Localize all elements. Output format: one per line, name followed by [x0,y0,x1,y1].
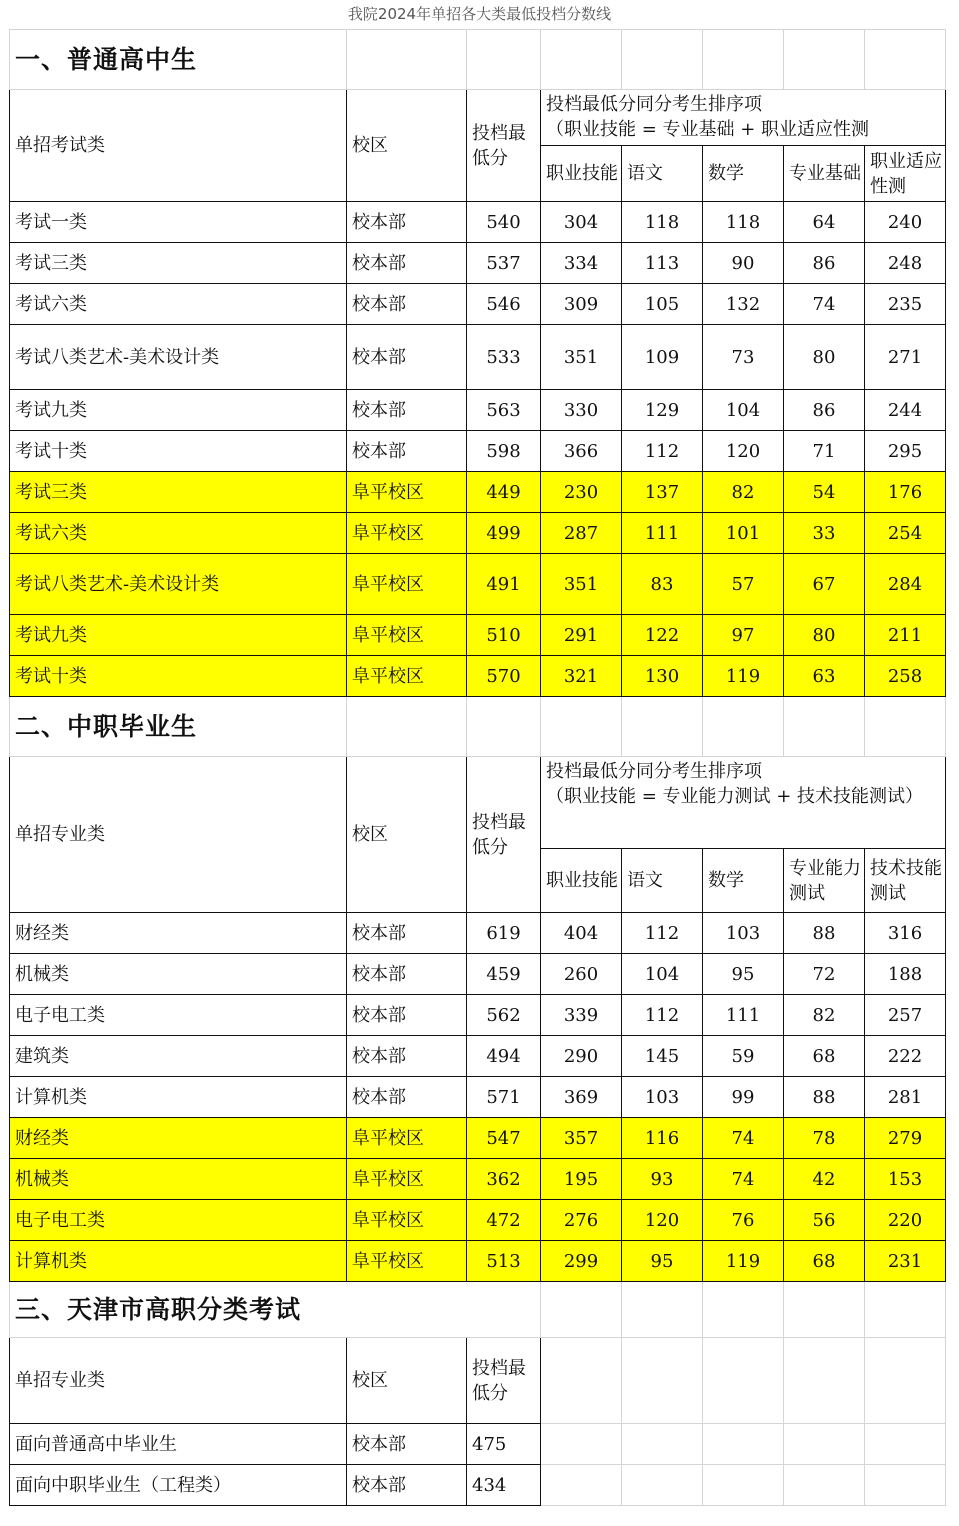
empty-cell [622,1338,703,1424]
score-cell: 101 [703,513,784,554]
empty-cell [865,1465,946,1506]
campus-cell: 校本部 [347,390,467,431]
score-cell: 113 [622,243,703,284]
score-cell: 116 [622,1118,703,1159]
score-cell: 475 [467,1424,541,1465]
column-subheader: 专业能力测试 [784,849,865,913]
category-cell: 计算机类 [10,1241,347,1282]
empty-cell [622,1424,703,1465]
table-row [10,1200,946,1241]
score-cell: 120 [622,1200,703,1241]
column-subheader: 技术技能测试 [865,849,946,913]
score-cell: 404 [541,913,622,954]
campus-cell: 阜平校区 [347,615,467,656]
score-cell: 104 [703,390,784,431]
score-cell: 74 [784,284,865,325]
score-cell: 540 [467,202,541,243]
campus-cell: 校本部 [347,913,467,954]
score-cell: 80 [784,615,865,656]
table-row [10,472,946,513]
score-cell: 76 [703,1200,784,1241]
section-title: 三、天津市高职分类考试 [10,1282,541,1338]
score-cell: 104 [622,954,703,995]
score-cell: 83 [622,554,703,615]
score-cell: 137 [622,472,703,513]
campus-cell: 阜平校区 [347,656,467,697]
column-header-rank-items [541,757,946,849]
section-header-row [10,30,946,90]
table-row [10,202,946,243]
category-cell: 财经类 [10,913,347,954]
score-cell: 351 [541,325,622,390]
empty-cell [703,1424,784,1465]
table-row [10,431,946,472]
score-cell: 284 [865,554,946,615]
campus-cell: 校本部 [347,325,467,390]
score-cell: 73 [703,325,784,390]
score-cell: 570 [467,656,541,697]
score-cell: 254 [865,513,946,554]
table-row [10,284,946,325]
category-cell: 机械类 [10,954,347,995]
score-cell: 93 [622,1159,703,1200]
score-cell: 362 [467,1159,541,1200]
score-cell: 449 [467,472,541,513]
empty-cell [865,30,946,90]
score-cell: 111 [622,513,703,554]
empty-cell [865,1338,946,1424]
campus-cell: 校本部 [347,284,467,325]
score-cell: 290 [541,1036,622,1077]
score-cell: 63 [784,656,865,697]
empty-cell [622,1282,703,1338]
score-cell: 82 [784,995,865,1036]
table-row [10,995,946,1036]
score-cell: 295 [865,431,946,472]
score-cell: 231 [865,1241,946,1282]
section-header-row [10,1282,946,1338]
score-cell: 90 [703,243,784,284]
rank-items-title: 投档最低分同分考生排序项 [546,94,762,115]
empty-cell [784,1465,865,1506]
campus-cell: 阜平校区 [347,513,467,554]
category-cell: 面向中职毕业生（工程类） [10,1465,347,1506]
column-header-category: 单招考试类 [10,90,347,202]
table-row [10,615,946,656]
empty-cell [347,697,467,757]
empty-cell [784,1282,865,1338]
empty-cell [347,30,467,90]
table-row [10,656,946,697]
section-title: 二、中职毕业生 [10,697,347,757]
score-cell: 494 [467,1036,541,1077]
column-header-category: 单招专业类 [10,1338,347,1424]
category-cell: 考试九类 [10,390,347,431]
table-row [10,1077,946,1118]
table-row [10,1159,946,1200]
score-cell: 222 [865,1036,946,1077]
score-cell: 472 [467,1200,541,1241]
empty-cell [622,697,703,757]
table-row [10,554,946,615]
table-row [10,954,946,995]
score-cell: 533 [467,325,541,390]
score-cell: 547 [467,1118,541,1159]
table-row [10,1118,946,1159]
table-row [10,1424,946,1465]
column-header-campus: 校区 [347,757,467,913]
header-row [10,1338,946,1424]
score-cell: 316 [865,913,946,954]
column-subheader: 数学 [703,849,784,913]
score-cell: 276 [541,1200,622,1241]
table-row [10,1465,946,1506]
score-cell: 72 [784,954,865,995]
score-cell: 537 [467,243,541,284]
column-subheader: 专业基础 [784,146,865,202]
column-subheader: 职业适应性测 [865,146,946,202]
category-cell: 考试三类 [10,472,347,513]
empty-cell [865,1282,946,1338]
campus-cell: 校本部 [347,954,467,995]
score-cell: 112 [622,995,703,1036]
score-cell: 54 [784,472,865,513]
score-cell: 112 [622,913,703,954]
category-cell: 建筑类 [10,1036,347,1077]
score-cell: 369 [541,1077,622,1118]
column-header-campus: 校区 [347,90,467,202]
column-subheader: 语文 [622,849,703,913]
page-title: 我院2024年单招各大类最低投档分数线 [347,5,612,23]
score-cell: 59 [703,1036,784,1077]
campus-cell: 阜平校区 [347,1118,467,1159]
score-cell: 195 [541,1159,622,1200]
table-row [10,913,946,954]
campus-cell: 校本部 [347,1077,467,1118]
category-cell: 考试九类 [10,615,347,656]
score-cell: 95 [703,954,784,995]
score-cell: 434 [467,1465,541,1506]
score-cell: 74 [703,1118,784,1159]
score-cell: 130 [622,656,703,697]
score-cell: 562 [467,995,541,1036]
empty-cell [865,1424,946,1465]
score-cell: 510 [467,615,541,656]
empty-cell [541,1338,622,1424]
score-cell: 366 [541,431,622,472]
score-cell: 240 [865,202,946,243]
campus-cell: 阜平校区 [347,1159,467,1200]
column-header-rank-items [541,90,946,146]
campus-cell: 阜平校区 [347,1241,467,1282]
campus-cell: 校本部 [347,202,467,243]
score-cell: 56 [784,1200,865,1241]
header-row [10,90,946,146]
score-cell: 109 [622,325,703,390]
score-cell: 78 [784,1118,865,1159]
score-cell: 105 [622,284,703,325]
empty-cell [784,30,865,90]
empty-cell [703,1465,784,1506]
campus-cell: 校本部 [347,1036,467,1077]
empty-cell [541,1424,622,1465]
score-cell: 57 [703,554,784,615]
empty-cell [622,30,703,90]
campus-cell: 校本部 [347,1465,467,1506]
score-cell: 258 [865,656,946,697]
score-cell: 42 [784,1159,865,1200]
score-cell: 339 [541,995,622,1036]
score-cell: 71 [784,431,865,472]
empty-cell [703,30,784,90]
category-cell: 考试一类 [10,202,347,243]
score-cell: 304 [541,202,622,243]
campus-cell: 校本部 [347,995,467,1036]
score-cell: 88 [784,913,865,954]
score-cell: 129 [622,390,703,431]
campus-cell: 校本部 [347,1424,467,1465]
score-cell: 176 [865,472,946,513]
score-cell: 111 [703,995,784,1036]
score-cell: 281 [865,1077,946,1118]
campus-cell: 阜平校区 [347,554,467,615]
score-cell: 499 [467,513,541,554]
score-cell: 145 [622,1036,703,1077]
column-subheader: 语文 [622,146,703,202]
empty-cell [865,697,946,757]
score-cell: 235 [865,284,946,325]
score-cell: 74 [703,1159,784,1200]
column-subheader: 职业技能 [541,146,622,202]
category-cell: 电子电工类 [10,995,347,1036]
score-cell: 257 [865,995,946,1036]
score-cell: 351 [541,554,622,615]
campus-cell: 校本部 [347,243,467,284]
table-row [10,243,946,284]
empty-cell [467,30,541,90]
category-cell: 财经类 [10,1118,347,1159]
score-cell: 153 [865,1159,946,1200]
score-cell: 67 [784,554,865,615]
score-cell: 309 [541,284,622,325]
score-cell: 86 [784,243,865,284]
category-cell: 电子电工类 [10,1200,347,1241]
score-cell: 97 [703,615,784,656]
score-cell: 563 [467,390,541,431]
campus-cell: 校本部 [347,431,467,472]
category-cell: 考试十类 [10,431,347,472]
empty-cell [467,697,541,757]
score-cell: 491 [467,554,541,615]
score-cell: 112 [622,431,703,472]
score-cell: 357 [541,1118,622,1159]
score-cell: 103 [703,913,784,954]
score-cell: 220 [865,1200,946,1241]
header-row [10,757,946,849]
score-cell: 287 [541,513,622,554]
table-row [10,325,946,390]
category-cell: 考试六类 [10,284,347,325]
campus-cell: 阜平校区 [347,1200,467,1241]
score-cell: 271 [865,325,946,390]
empty-cell [541,1282,622,1338]
empty-cell [784,697,865,757]
score-cell: 291 [541,615,622,656]
empty-cell [541,30,622,90]
score-cell: 619 [467,913,541,954]
score-cell: 260 [541,954,622,995]
column-header-min-score: 投档最低分 [467,1338,541,1424]
category-cell: 面向普通高中毕业生 [10,1424,347,1465]
category-cell: 计算机类 [10,1077,347,1118]
empty-cell [784,1424,865,1465]
score-cell: 99 [703,1077,784,1118]
score-cell: 334 [541,243,622,284]
category-cell: 机械类 [10,1159,347,1200]
score-cell: 119 [703,656,784,697]
category-cell: 考试六类 [10,513,347,554]
score-cell: 132 [703,284,784,325]
score-cell: 68 [784,1241,865,1282]
category-cell: 考试八类艺术-美术设计类 [10,325,347,390]
score-cell: 321 [541,656,622,697]
category-cell: 考试十类 [10,656,347,697]
score-cell: 88 [784,1077,865,1118]
empty-cell [703,1282,784,1338]
empty-cell [541,697,622,757]
score-cell: 86 [784,390,865,431]
campus-cell: 阜平校区 [347,472,467,513]
category-cell: 考试八类艺术-美术设计类 [10,554,347,615]
score-cell: 230 [541,472,622,513]
column-subheader: 职业技能 [541,849,622,913]
column-header-category: 单招专业类 [10,757,347,913]
column-header-min-score: 投档最低分 [467,757,541,913]
column-header-min-score: 投档最低分 [467,90,541,202]
score-cell: 118 [703,202,784,243]
score-cell: 188 [865,954,946,995]
score-cell: 119 [703,1241,784,1282]
score-cell: 299 [541,1241,622,1282]
score-cell: 330 [541,390,622,431]
table-row [10,390,946,431]
score-cell: 546 [467,284,541,325]
score-cell: 571 [467,1077,541,1118]
empty-cell [703,1338,784,1424]
table-row [10,1241,946,1282]
score-cell: 122 [622,615,703,656]
score-cell: 118 [622,202,703,243]
score-cell: 598 [467,431,541,472]
table-row [10,513,946,554]
empty-cell [703,697,784,757]
column-header-campus: 校区 [347,1338,467,1424]
score-cell: 103 [622,1077,703,1118]
score-cell: 279 [865,1118,946,1159]
score-cell: 82 [703,472,784,513]
score-table [9,29,946,1506]
score-cell: 80 [784,325,865,390]
score-cell: 211 [865,615,946,656]
empty-cell [622,1465,703,1506]
empty-cell [541,1465,622,1506]
score-cell: 248 [865,243,946,284]
score-cell: 513 [467,1241,541,1282]
rank-items-title: 投档最低分同分考生排序项 [546,761,762,782]
column-subheader: 数学 [703,146,784,202]
section-header-row [10,697,946,757]
score-cell: 64 [784,202,865,243]
score-cell: 95 [622,1241,703,1282]
score-cell: 68 [784,1036,865,1077]
score-cell: 120 [703,431,784,472]
rank-items-formula: （职业技能 = 专业基础 + 职业适应性测 [546,119,870,140]
section-title: 一、普通高中生 [10,30,347,90]
category-cell: 考试三类 [10,243,347,284]
empty-cell [784,1338,865,1424]
score-cell: 459 [467,954,541,995]
score-cell: 33 [784,513,865,554]
table-row [10,1036,946,1077]
rank-items-formula: （职业技能 = 专业能力测试 + 技术技能测试） [546,786,924,807]
score-cell: 244 [865,390,946,431]
